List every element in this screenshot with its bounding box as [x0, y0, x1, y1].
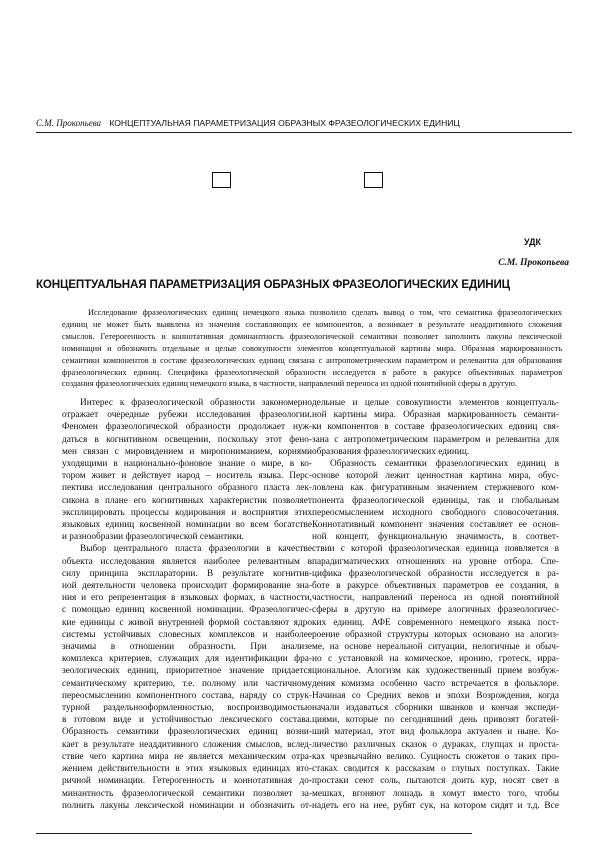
left-column-line: ния и его репрезентация в языковых формах, в частности,: [62, 593, 312, 604]
left-column-line: зеологических единиц, приоритетное значение придается: [62, 666, 312, 677]
right-column-line: Начиная со Средних веков и эпохи Возрождения, когда: [312, 690, 559, 701]
right-column-line: Образность семантики фразеологических единиц в: [330, 459, 559, 470]
right-column-line: личество различных сказок о дураках, глупцах и проста-: [312, 739, 559, 750]
abstract-line: смыслов. Гетерогенность и коннотативная доминантность фразеологической семантики позволяет заполнить лакуны лексической: [62, 331, 562, 341]
right-column-line: но с установкой на комическое, иронию, гротеск, ирра-: [312, 654, 559, 665]
right-column-line: мешках, вгоняют лошадь в хомут вместо того, чтобы: [312, 788, 559, 799]
right-column-line: ной картины мира. Образная маркированность семанти-: [312, 410, 559, 421]
right-column-line: понента фразеологической единицы, так и глобальным: [312, 495, 559, 506]
abstract-line: Исследование фразеологических единиц немецкого языка позволило сделать вывод о том, что семантика фразеологических: [88, 308, 562, 317]
right-column-line: ловлена как фигуративным значением стержневого ком-: [312, 483, 559, 494]
placeholder-box-left: [212, 172, 231, 188]
left-column-line: кие единицы с живой внутренней формой составляют ядро: [62, 617, 312, 628]
right-column-line: начали издаваться сборники шванков и кончая экспеди-: [312, 703, 559, 714]
abstract-line: фразеологических единиц. Специфика фразеологической образности исследуется в работе в ракурсе объективных параметров: [62, 367, 562, 377]
left-column-line: минантность фразеологической семантики позволяет за-: [62, 788, 312, 799]
left-column-line: системы устойчивых словесных комплексов и наиболее: [62, 629, 312, 640]
right-column-line: сферы в другую на примере алогичных фразеологичес-: [312, 605, 559, 616]
left-column-line: ричной номинации. Гетерогенность и коннотативная до-: [62, 776, 312, 787]
left-column-line: переосмыслению компонентного состава, наряду со струк-: [62, 690, 312, 701]
abstract-line: единиц не может быть выявлена из значения составляющих ее компонентов, а возникает в результате неаддитивного сложения: [62, 319, 562, 329]
right-column-line: дения комизма особенно часто встречается в фольклоре.: [312, 678, 559, 689]
left-column-line: пектива исследования центрального образного пласта лек-: [62, 483, 312, 494]
left-column-line: языковых единиц косвенной номинации во всем богатстве: [62, 520, 312, 531]
left-column-line: кает в результате неаддитивного сложения смыслов, вслед-: [62, 739, 312, 750]
right-column-line: простаки сеют соль, пытаются доить кур, носят свет в: [312, 776, 559, 787]
running-head-author: С.М. Прокопьева: [36, 118, 102, 128]
running-head: [36, 118, 576, 129]
left-column-line: в готовом виде и устойчивостью лексического состава.: [62, 715, 312, 726]
left-column-line: объекта исследования является наиболее релевантным в: [62, 556, 312, 567]
left-column-line: жением действительности в этих языковых единицах вто-: [62, 764, 312, 775]
right-column-line: ких единиц. АФЕ современного немецкого языка пост-: [312, 617, 559, 628]
right-column-line: ствии с которой фразеологическая единица появляется в: [312, 544, 559, 555]
left-column: [62, 397, 312, 812]
right-column-line: дельные и целые совокупности элементов концептуаль-: [312, 398, 559, 408]
right-column-line: надеть его на нее, рубят сук, на котором сидят и т.д. Все: [312, 800, 559, 811]
right-column-line: ший материал, этот вид фольклора актуален и ныне. Ко-: [312, 727, 559, 738]
right-column-line: основе которой лежит ценностная картина мира, обус-: [312, 471, 559, 482]
right-column-line: ках чрезвычайно велико. Сущность сюжетов о таких про-: [312, 751, 559, 762]
left-column-line: Феномен фразеологической образности продолжает нуж-: [62, 422, 312, 433]
left-column-line: отражает очередные рубежи исследования фразеологии.: [62, 410, 312, 421]
left-column-line: эксплицировать процессы кодирования и восприятия этих: [62, 507, 312, 518]
right-column-line: ки компонентов в составе фразеологических единиц свя-: [312, 422, 559, 433]
right-column-line: циями, которые по сегодняшний день привозят богатей-: [312, 715, 559, 726]
left-column-line: тором живет и действует народ – носитель языка. Перс-: [62, 471, 312, 482]
placeholder-box-right: [364, 172, 383, 188]
left-column-line: Образность семантики фразеологических единиц возни-: [62, 727, 312, 738]
right-column-line: ме, на основе нереальной ситуации, нелогичные и обыч-: [312, 642, 559, 653]
right-column-line: боте в ракурсе объективных параметров ее создания, в: [312, 581, 559, 592]
left-column-line: турной раздельнооформленностью, воспроизводимостью: [62, 703, 312, 714]
left-column-line: и разнообразии фразеологической семантики.: [62, 532, 244, 543]
left-column-line: комплекса критериев, служащих для идентификации фра-: [62, 654, 312, 665]
left-column-line: мен связан с мировидением и миропониманием, корнями: [62, 446, 312, 457]
left-column-line: ствие чего картина мира не является механическим отра-: [62, 751, 312, 762]
right-column-line: парадигматических отношениях на уровне отбора. Спе-: [312, 556, 559, 567]
left-column-line: Выбор центрального пласта фразеологии в качестве: [80, 544, 312, 555]
left-column-line: Интерес к фразеологической образности закономерно: [80, 398, 312, 408]
left-column-line: с помощью единиц косвенной номинации. Фразеологичес-: [62, 605, 312, 616]
right-column-line: циональное. Алогизм как художественный прием возбуж-: [312, 666, 559, 677]
right-column-line: роение образной структуры которых основано на алогиз-: [312, 629, 559, 640]
running-head-title: КОНЦЕПТУАЛЬНАЯ ПАРАМЕТРИЗАЦИЯ ОБРАЗНЫХ ФРАЗЕОЛОГИЧЕСКИХ ЕДИНИЦ: [109, 118, 460, 128]
header-rule: [36, 132, 572, 133]
right-column-line: ной концепт, функциональную значимость, в соответ-: [312, 532, 559, 543]
left-column-line: значимы в отношении образности. При анализе: [62, 642, 312, 653]
left-column-line: даться в когнитивном освещении, поскольку этот фено-: [62, 434, 312, 445]
left-column-line: сикона в плане его когнитивных характеристик позволяет: [62, 495, 312, 506]
left-column-line: уходящими в национально-фоновое знание о мире, в ко-: [62, 459, 312, 470]
right-column-line: частности, направлений переноса из одной понятийной: [312, 593, 559, 604]
right-column-line: цифика фразеологической образности исследуется в ра-: [312, 568, 559, 579]
udk-label: УДК: [523, 237, 541, 247]
article-title: КОНЦЕПТУАЛЬНАЯ ПАРАМЕТРИЗАЦИЯ ОБРАЗНЫХ ФРАЗЕОЛОГИЧЕСКИХ ЕДИНИЦ: [36, 278, 510, 291]
abstract-line: семантики компонентов в составе фразеологических единиц связана с антропометрическим параметром и релевантна для образования: [62, 355, 562, 365]
right-column-line: зана с антропометрическим параметром и релевантна для: [312, 434, 559, 445]
left-column-line: силу принципа экспларатории. В результате когнитив-: [62, 568, 312, 579]
left-column-line: семантическому критерию, т.е. полному или частичному: [62, 678, 312, 689]
abstract-line: номинации и обозначить отдельные и целые совокупности элементов концептуальной картины мира. Образная маркированность: [62, 343, 562, 353]
right-column: [312, 397, 559, 812]
abstract-line: создания фразеологических единиц немецкого языка, в частности, направлений переноса из одной понятийной сферы в другую.: [62, 379, 517, 389]
left-column-line: полнить лакуны лексической номинации и обозначить от-: [62, 800, 312, 811]
abstract: [62, 307, 562, 390]
right-column-line: переосмыслением исходного свободного словосочетания.: [312, 507, 559, 518]
footer-rule: [36, 833, 472, 834]
author-byline: С.М. Прокопьева: [498, 258, 569, 268]
right-column-line: образования фразеологических единиц.: [312, 446, 470, 457]
right-column-line: стаках сводится к рассказам о глупых поступках. Такие: [312, 764, 559, 775]
left-column-line: ной деятельности человека происходит формирование зна-: [62, 581, 312, 592]
right-column-line: Коннотативный компонент значения составляет ее основ-: [312, 520, 559, 531]
